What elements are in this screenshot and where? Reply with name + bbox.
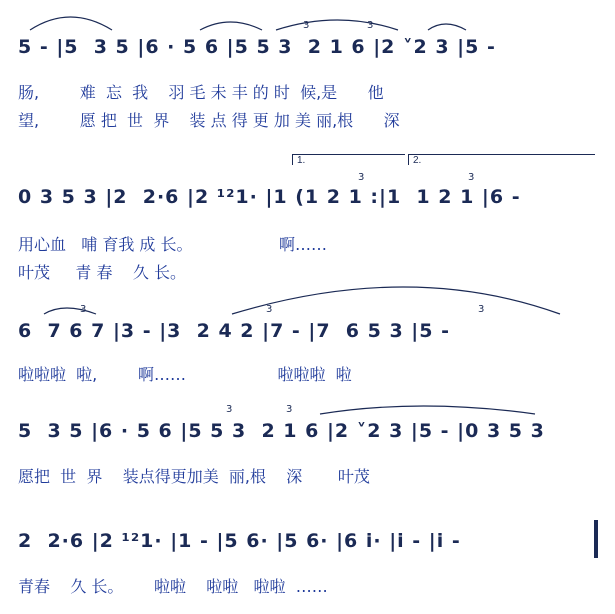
notation-line-5: 2 2·6 |2 ¹²1· |1 - |5 6· |5 6· |6 i· |i - |i - (18, 530, 461, 552)
slur-arc (276, 20, 398, 30)
notation-line-2: 0 3 5 3 |2 2·6 |2 ¹²1· |1 (1 2 1 :|1 1 2 1 |6 - (18, 186, 521, 208)
lyric-verse-1: 愿把 世 界 装点得更加美 丽,根 深 叶茂 (18, 467, 370, 486)
triplet-mark: 3 (367, 20, 374, 31)
triplet-mark: 3 (286, 404, 293, 415)
lyric-verse-1: 啦啦啦 啦, 啊…… 啦啦啦 啦 (18, 365, 352, 384)
lyric-verse-2: 望, 愿 把 世 界 装 点 得 更 加 美 丽,根 深 (18, 111, 400, 130)
final-barline (594, 520, 598, 558)
slur-arc (320, 406, 535, 414)
triplet-mark: 3 (303, 20, 310, 31)
volta-second-ending: 2. (408, 154, 595, 165)
triplet-mark: 3 (478, 304, 485, 315)
lyric-verse-1: 用心血 哺 育我 成 长。 啊…… (18, 235, 327, 254)
lyric-verse-2: 叶茂 青 春 久 长。 (18, 263, 186, 282)
notation-line-4: 5 3 5 |6 · 5 6 |5 5 3 2 1 6 |2 ˅2 3 |5 - |0 3 5 3 (18, 420, 545, 442)
lyric-verse-1: 肠, 难 忘 我 羽 毛 未 丰 的 时 候,是 他 (18, 83, 384, 102)
triplet-mark: 3 (226, 404, 233, 415)
slur-arc (232, 287, 560, 314)
triplet-mark: 3 (358, 172, 365, 183)
notation-line-1: 5 - |5 3 5 |6 · 5 6 |5 5 3 2 1 6 |2 ˅2 3 |5 - (18, 36, 496, 58)
slur-arc (200, 22, 262, 30)
notation-line-3: 6 7 6 7 |3 - |3 2 4 2 |7 - |7 6 5 3 |5 - (18, 320, 450, 342)
volta-first-ending: 1. (292, 154, 405, 165)
lyric-verse-1: 青春 久 长。 啦啦 啦啦 啦啦 …… (18, 577, 328, 596)
triplet-mark: 3 (80, 304, 87, 315)
triplet-mark: 3 (266, 304, 273, 315)
slur-arc (30, 17, 112, 30)
triplet-mark: 3 (468, 172, 475, 183)
slur-arc (44, 308, 96, 314)
slur-arc (428, 24, 466, 30)
